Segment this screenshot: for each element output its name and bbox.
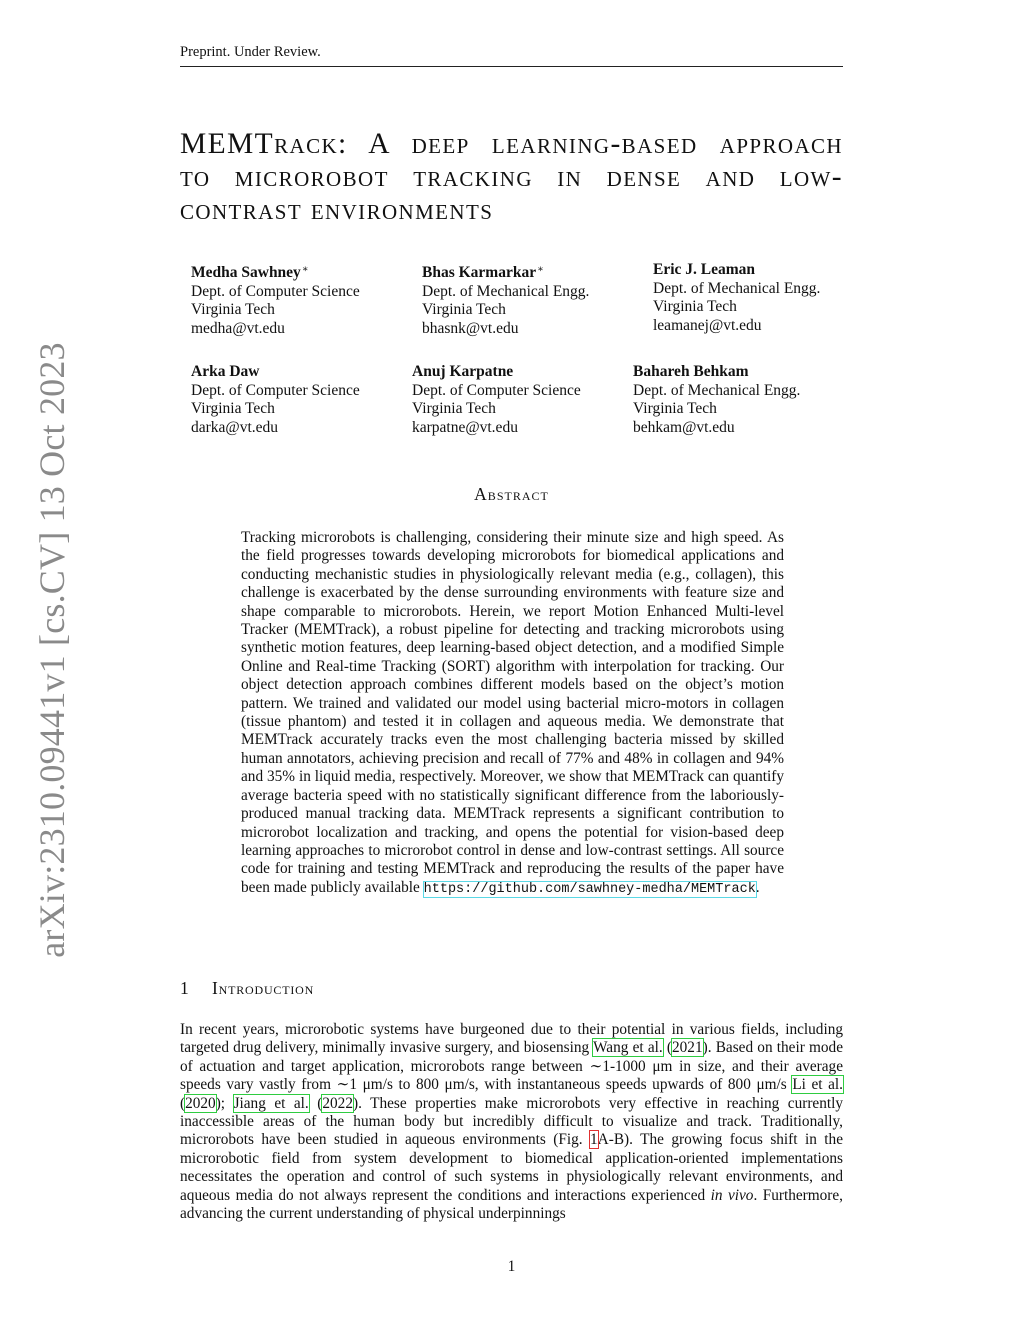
- author-name: Eric J. Leaman: [653, 261, 756, 278]
- intro-text: . Furthermore, advancing the current understanding of physical underpinnings: [180, 1186, 843, 1223]
- abstract-text: Tracking microrobots is challenging, considering their minute size and high speed. As the field progresses towards developing microrobots for biomedical applications and conducting mechanistic studies in physiologically relevant media (e.g., collagen), this challenge is exacerbated by the dense surrounding environments with feature size and shape comparable to microrobots. Herein, we report Motion Enhanced Multi-level Tracker (MEMTrack), a robust pipeline for detecting and tracking microrobots using synthetic motion features, deep learning-based object detection, and a modified Simple Online and Real-time Tracking (SORT) algorithm with interpolation for tracking. Our object detection approach combines different models based on the object’s motion pattern. We trained and validated our model using bacterial micro-motors in collagen (tissue phantom) and tested it in collagen and aqueous media. We demonstrate that MEMTrack accurately tracks even the most challenging bacteria missed by skilled human annotators, achieving precision and recall of 77% and 48% in collagen and 94% and 35% in liquid media, respectively. Moreover, we show that MEMTrack can quantify average bacteria speed with no statistically significant difference from the laboriously-produced manual tracking data. MEMTrack represents a significant contribution to microrobot localization and tracking, and opens the potential for vision-based deep learning approaches to microrobot control in dense and low-contrast settings. All source code for training and testing MEMTrack and reproducing the results of the paper have been made publicly available: [241, 529, 784, 896]
- author-dept: Dept. of Computer Science: [412, 381, 581, 399]
- paper-title: [180, 128, 843, 227]
- author-block: [191, 261, 360, 338]
- intro-text: A-B). The growing focus shift in the microrobotic field from system development to biomedical application-oriented implementations necessitates the operation and control of such systems in physiologically relevant environments, and aqueous media do not always represent the conditions and interactions experienced: [180, 1131, 843, 1204]
- title-line-3: contrast environments: [180, 194, 494, 226]
- author-email: leamanej@vt.edu: [653, 316, 762, 334]
- author-inst: Virginia Tech: [412, 400, 496, 417]
- abstract-heading: Abstract: [474, 484, 549, 504]
- section-heading-introduction: [180, 978, 314, 999]
- equal-contribution-mark: ∗: [301, 264, 309, 275]
- author-email: darka@vt.edu: [191, 418, 279, 436]
- author-dept: Dept. of Computer Science: [191, 282, 360, 300]
- intro-text: (: [308, 1094, 323, 1112]
- author-email: medha@vt.edu: [191, 319, 285, 337]
- figure-ref-link[interactable]: 1: [590, 1131, 598, 1149]
- author-block: [412, 363, 581, 437]
- arxiv-stamp-text: arXiv:2310.09441v1 [cs.CV] 13 Oct 2023: [32, 342, 72, 958]
- author-dept: Dept. of Mechanical Engg.: [653, 279, 821, 297]
- author-inst: Virginia Tech: [633, 400, 717, 417]
- author-name: Medha Sawhney: [191, 264, 301, 281]
- abstract-end: .: [755, 878, 760, 896]
- author-name: Bhas Karmarkar: [422, 264, 537, 281]
- author-dept: Dept. of Computer Science: [191, 381, 360, 399]
- page-number: 1: [507, 1258, 516, 1275]
- author-block: [422, 261, 589, 338]
- github-link[interactable]: https://github.com/sawhney-medha/MEMTrack: [423, 881, 756, 897]
- intro-text: (: [180, 1094, 186, 1112]
- author-name: Arka Daw: [191, 363, 260, 380]
- author-dept: Dept. of Mechanical Engg.: [633, 381, 801, 399]
- intro-text: ). Based on their mode of actuation and target application, microrobots range between ∼1-1000 μm in size, and their average speeds vary vastly from ∼1 μm/s to 800 μm/s, with instantaneous speeds upwards of 800 μm/s: [180, 1039, 843, 1094]
- citation-year-link-li[interactable]: 2020: [185, 1094, 216, 1112]
- author-block: [191, 363, 360, 437]
- author-inst: Virginia Tech: [422, 301, 506, 318]
- intro-text: In recent years, microrobotic systems have burgeoned due to their potential in various fields, including targeted drug delivery, minimally invasive surgery, and biosensing: [180, 1021, 843, 1057]
- author-inst: Virginia Tech: [653, 298, 737, 315]
- author-inst: Virginia Tech: [191, 400, 275, 417]
- author-name: Anuj Karpatne: [412, 363, 514, 380]
- author-inst: Virginia Tech: [191, 301, 275, 318]
- citation-year-link-jiang[interactable]: 2022: [322, 1094, 353, 1112]
- equal-contribution-mark: ∗: [537, 264, 544, 275]
- intro-text: );: [215, 1094, 234, 1112]
- section-title: Introduction: [212, 978, 315, 998]
- author-dept: Dept. of Mechanical Engg.: [422, 282, 590, 300]
- author-email: bhasnk@vt.edu: [422, 319, 519, 337]
- author-block: [653, 261, 820, 335]
- author-block: [633, 363, 800, 437]
- section-number: 1: [180, 978, 190, 998]
- intro-text: ). These properties make microrobots very effective in reaching currently inaccessible areas of the human body but incredibly difficult to visualize and track. Traditionally, microrobots have been studied in aqueous environments (Fig.: [180, 1094, 844, 1149]
- introduction-paragraph: [180, 1021, 843, 1223]
- running-header: Preprint. Under Review.: [180, 44, 843, 67]
- citation-year-link-wang[interactable]: 2021: [672, 1039, 703, 1057]
- title-line-2: to microrobot tracking in dense and low-: [180, 161, 843, 193]
- author-email: behkam@vt.edu: [633, 418, 735, 436]
- author-email: karpatne@vt.edu: [412, 418, 518, 436]
- citation-link-wang[interactable]: Wang et al.: [593, 1039, 663, 1057]
- author-name: Bahareh Behkam: [633, 363, 749, 380]
- intro-text: (: [662, 1039, 672, 1057]
- citation-link-li[interactable]: Li et al.: [792, 1076, 843, 1094]
- title-line-1: MEMTrack: A deep learning-based approach: [180, 128, 843, 160]
- abstract-body: [241, 529, 784, 899]
- intro-italic-text: in vivo: [710, 1186, 754, 1204]
- citation-link-jiang[interactable]: Jiang et al.: [233, 1094, 309, 1112]
